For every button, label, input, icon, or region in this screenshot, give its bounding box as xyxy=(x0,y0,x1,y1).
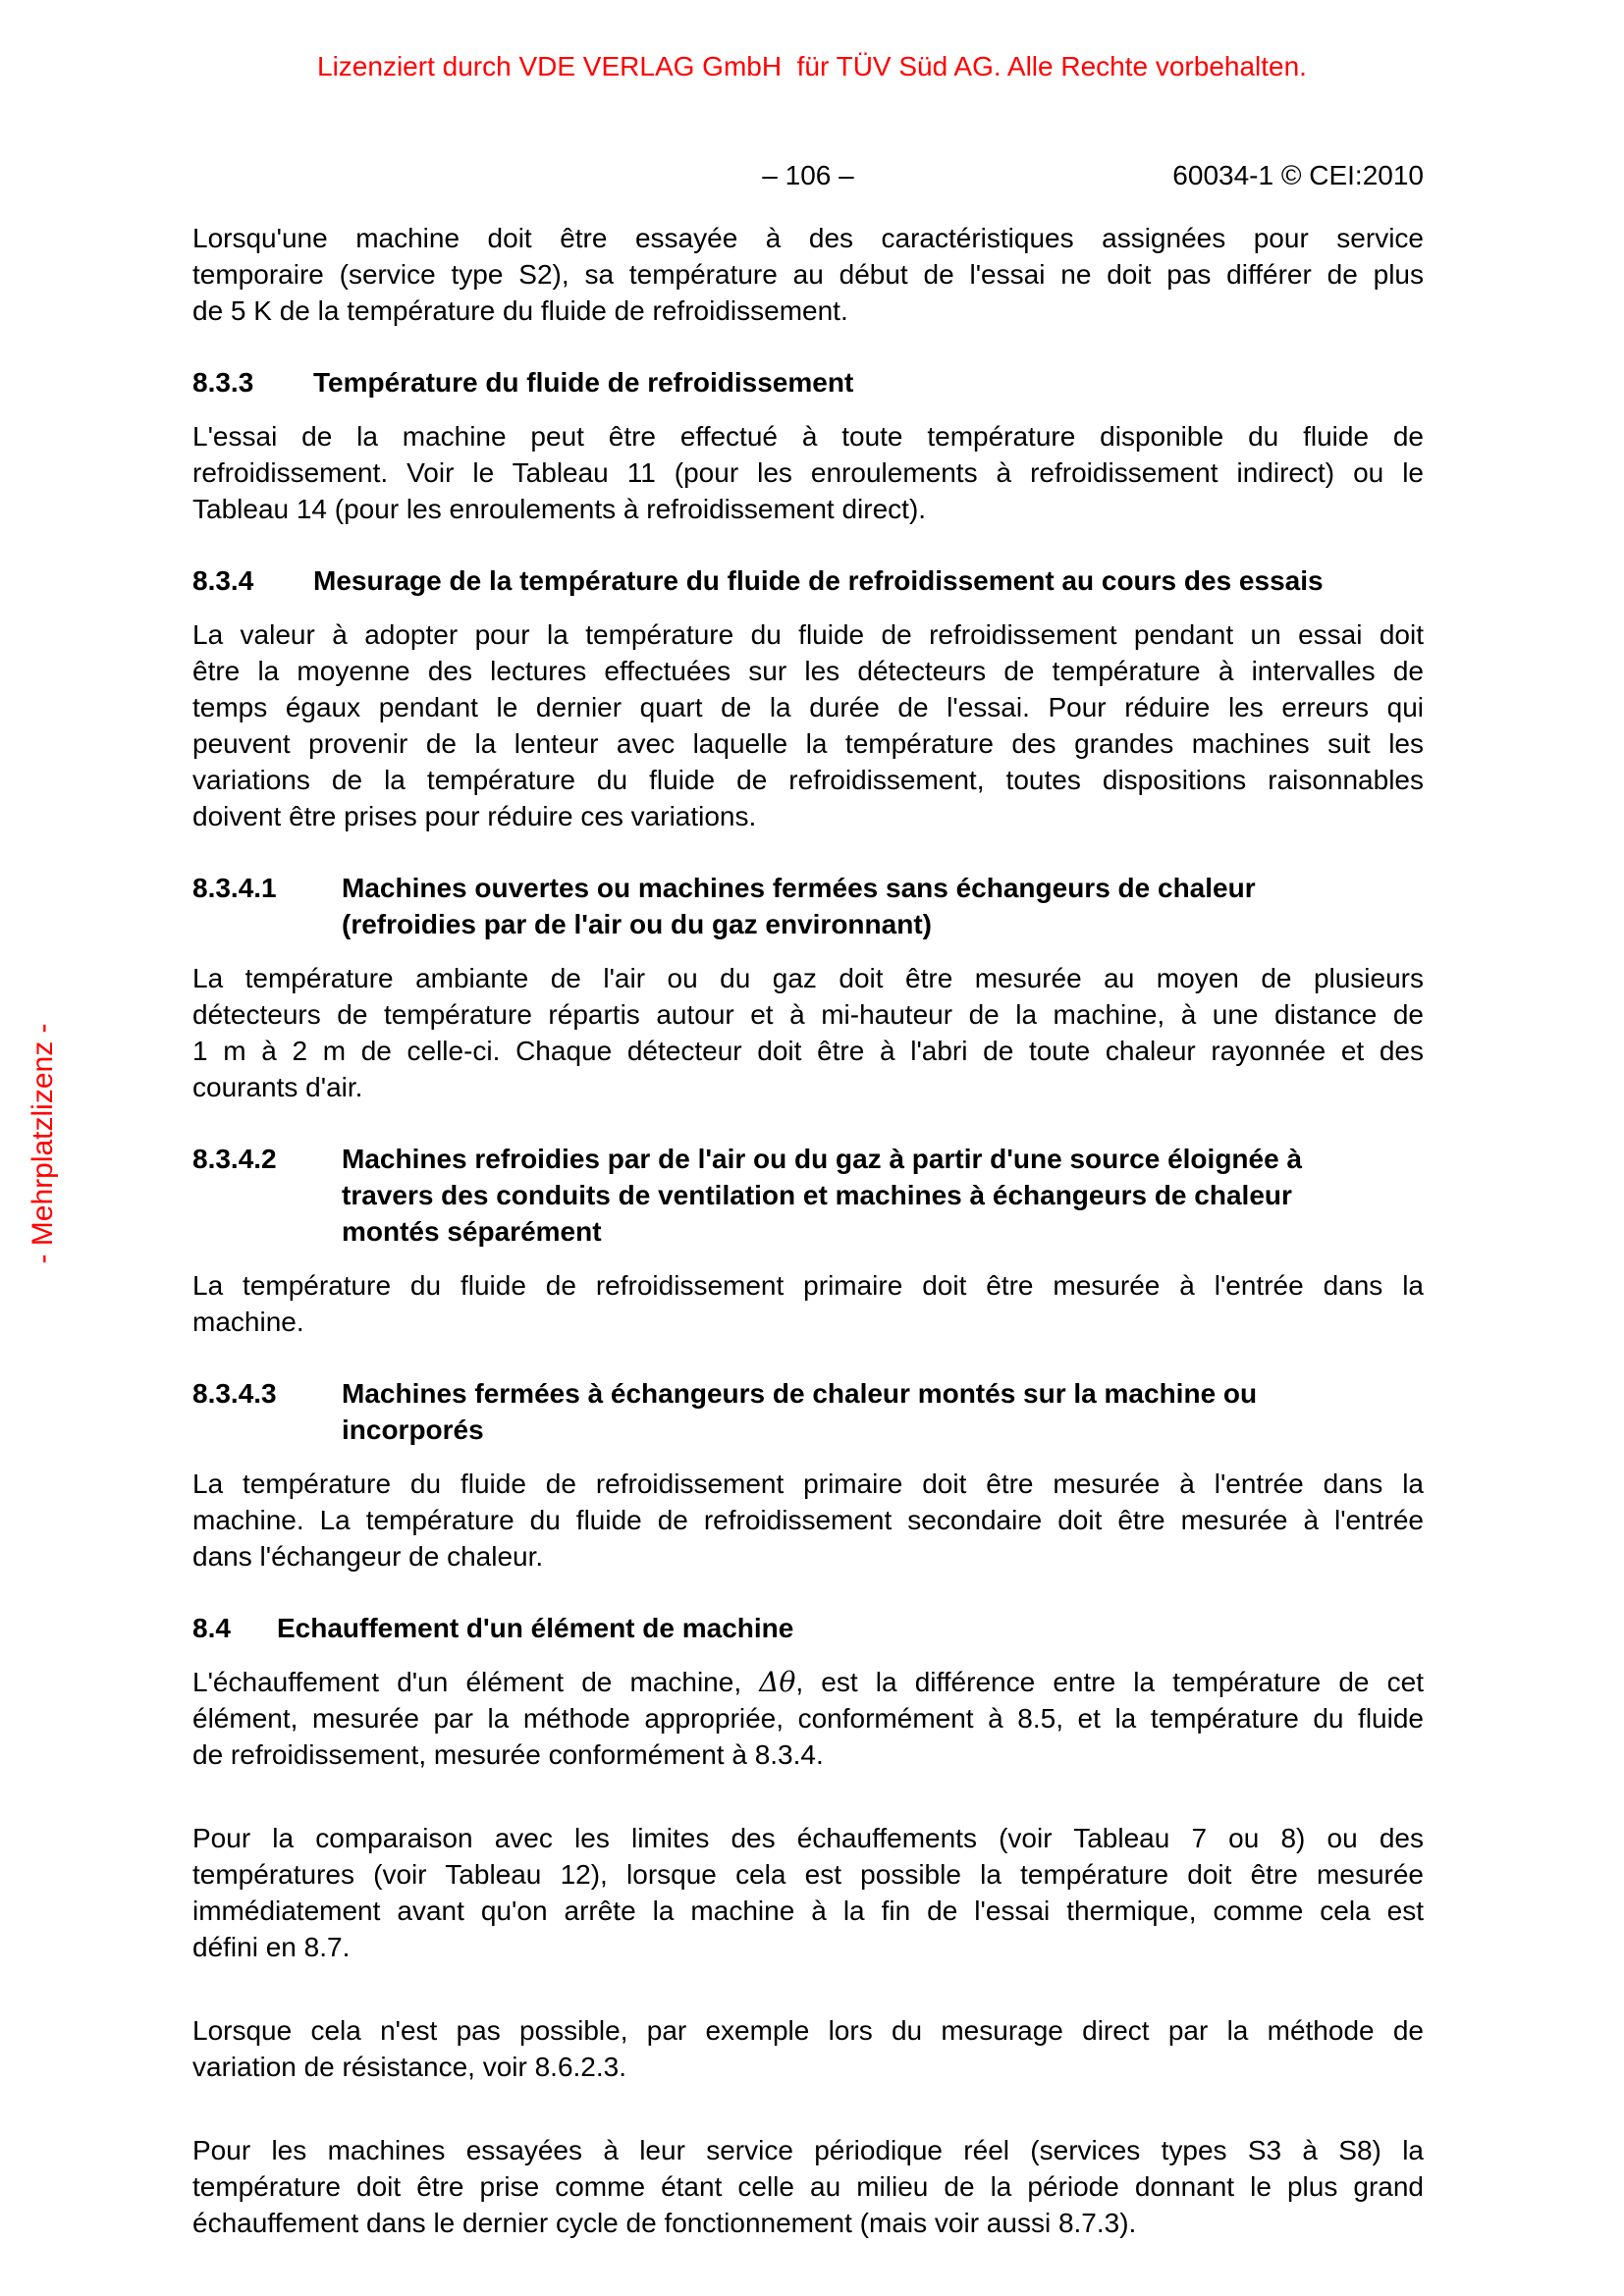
page-header xyxy=(192,157,1424,193)
text-line: Echauffement d'un élément de machine xyxy=(277,1613,794,1643)
text-line: Machines fermées à échangeurs de chaleur montés sur la machine ou xyxy=(342,1378,1258,1409)
page-content xyxy=(192,0,1424,2270)
text-line: de 5 K de la température du fluide de refroidissement. xyxy=(192,295,848,326)
text-line: travers des conduits de ventilation et machines à échangeurs de chaleur xyxy=(342,1180,1292,1210)
text-line: Lorsqu'une machine doit être essayée à des caractéristiques assignées pour service xyxy=(192,223,1424,253)
section-number: 8.3.3 xyxy=(192,367,254,398)
section-heading-8-3-4-3 xyxy=(192,1375,1424,1448)
text-line: détecteurs de température répartis autour et à mi-hauteur de la machine, à une distance de xyxy=(192,999,1424,1030)
delta-theta-symbol: Δθ xyxy=(759,1666,796,1698)
section-heading-8-4 xyxy=(192,1610,1424,1646)
section-title xyxy=(342,1141,1424,1250)
section-heading-8-3-3 xyxy=(192,364,1424,400)
text-line: variation de résistance, voir 8.6.2.3. xyxy=(192,2052,627,2082)
text-line: Température du fluide de refroidissement xyxy=(313,367,854,398)
text-line: machine. La température du fluide de refroidissement secondaire doit être mesurée à l'entrée xyxy=(192,1505,1424,1535)
text-line: Pour la comparaison avec les limites des échauffements (voir Tableau 7 ou 8) ou des xyxy=(192,1823,1424,1853)
text-line: température doit être prise comme étant celle au milieu de la période donnant le plus grand xyxy=(192,2171,1424,2202)
text-line: La température du fluide de refroidissement primaire doit être mesurée à l'entrée dans la xyxy=(192,1270,1424,1301)
license-notice: Lizenziert durch VDE VERLAG GmbH für TÜV Süd AG. Alle Rechte vorbehalten. xyxy=(317,51,1307,81)
text-line: être la moyenne des lectures effectuées sur les détecteurs de température à intervalles de xyxy=(192,656,1424,686)
text-line: dans l'échangeur de chaleur. xyxy=(192,1541,544,1572)
paragraph-8-3-4-2 xyxy=(192,1267,1424,1340)
text-line: incorporés xyxy=(342,1415,484,1445)
section-title xyxy=(313,364,1424,400)
text-line: refroidissement. Voir le Tableau 11 (pour les enroulements à refroidissement indirect) ou le xyxy=(192,457,1424,488)
text-line: Pour les machines essayées à leur service périodique réel (services types S3 à S8) la xyxy=(192,2135,1424,2165)
text-line xyxy=(192,1664,1424,1700)
page-number: – 106 – xyxy=(762,160,854,190)
section-title xyxy=(277,1610,1424,1646)
text-line: 1 m à 2 m de celle-ci. Chaque détecteur doit être à l'abri de toute chaleur rayonnée et des xyxy=(192,1036,1424,1066)
text-line: temporaire (service type S2), sa température au début de l'essai ne doit pas différer de plus xyxy=(192,259,1424,290)
paragraph-8-4-definition xyxy=(192,1664,1424,1773)
text-line: L'essai de la machine peut être effectué à toute température disponible du fluide de xyxy=(192,421,1424,452)
text-line: doivent être prises pour réduire ces variations. xyxy=(192,801,757,831)
text-line: La température ambiante de l'air ou du gaz doit être mesurée au moyen de plusieurs xyxy=(192,963,1424,993)
text-segment: , est la différence entre la température de cet xyxy=(795,1667,1424,1697)
text-line: Lorsque cela n'est pas possible, par exemple lors du mesurage direct par la méthode de xyxy=(192,2015,1424,2046)
section-number: 8.4 xyxy=(192,1613,231,1643)
section-title xyxy=(342,870,1424,942)
text-line: La température du fluide de refroidissement primaire doit être mesurée à l'entrée dans la xyxy=(192,1468,1424,1499)
paragraph-8-4-exception xyxy=(192,2012,1424,2085)
section-number: 8.3.4 xyxy=(192,565,254,596)
text-line: montés séparément xyxy=(342,1216,602,1247)
paragraph-8-3-4 xyxy=(192,616,1424,834)
text-line: de refroidissement, mesurée conformément à 8.3.4. xyxy=(192,1739,824,1770)
paragraph-8-4-periodic-duty xyxy=(192,2132,1424,2241)
text-line: Machines ouvertes ou machines fermées sans échangeurs de chaleur xyxy=(342,873,1256,903)
text-line: échauffement dans le dernier cycle de fonctionnement (mais voir aussi 8.7.3). xyxy=(192,2208,1137,2238)
paragraph-8-3-4-1 xyxy=(192,960,1424,1105)
text-line: élément, mesurée par la méthode appropriée, conformément à 8.5, et la température du fluide xyxy=(192,1703,1424,1734)
paragraph-8-3-4-3 xyxy=(192,1466,1424,1575)
text-line: courants d'air. xyxy=(192,1072,363,1102)
paragraph-8-3-3 xyxy=(192,418,1424,527)
text-line: machine. xyxy=(192,1307,304,1337)
section-heading-8-3-4-1 xyxy=(192,870,1424,942)
text-line: Machines refroidies par de l'air ou du gaz à partir d'une source éloignée à xyxy=(342,1144,1303,1174)
section-title xyxy=(342,1375,1424,1448)
text-segment: L'échauffement d'un élément de machine, xyxy=(192,1667,760,1697)
section-heading-8-3-4-2 xyxy=(192,1141,1424,1250)
paragraph-intro xyxy=(192,220,1424,329)
section-number: 8.3.4.2 xyxy=(192,1144,277,1174)
paragraph-8-4-comparison xyxy=(192,1820,1424,1965)
text-line: (refroidies par de l'air ou du gaz environnant) xyxy=(342,909,932,939)
section-title xyxy=(313,562,1424,599)
text-line: La valeur à adopter pour la température du fluide de refroidissement pendant un essai doit xyxy=(192,619,1424,650)
text-line: variations de la température du fluide de refroidissement, toutes dispositions raisonnables xyxy=(192,765,1424,795)
text-line: températures (voir Tableau 12), lorsque cela est possible la température doit être mesurée xyxy=(192,1859,1424,1890)
text-line: temps égaux pendant le dernier quart de la durée de l'essai. Pour réduire les erreurs qui xyxy=(192,692,1424,722)
text-line: Tableau 14 (pour les enroulements à refroidissement direct). xyxy=(192,494,927,524)
text-line: défini en 8.7. xyxy=(192,1932,351,1962)
license-watermark: - Mehrplatzlizenz - xyxy=(27,1023,59,1264)
text-line: peuvent provenir de la lenteur avec laquelle la température des grandes machines suit les xyxy=(192,728,1424,759)
section-number: 8.3.4.3 xyxy=(192,1378,277,1409)
document-reference: 60034-1 © CEI:2010 xyxy=(1172,160,1424,190)
text-line: immédiatement avant qu'on arrête la machine à la fin de l'essai thermique, comme cela est xyxy=(192,1896,1424,1926)
section-number: 8.3.4.1 xyxy=(192,873,277,903)
text-line: Mesurage de la température du fluide de refroidissement au cours des essais xyxy=(313,565,1324,596)
section-heading-8-3-4 xyxy=(192,562,1424,599)
